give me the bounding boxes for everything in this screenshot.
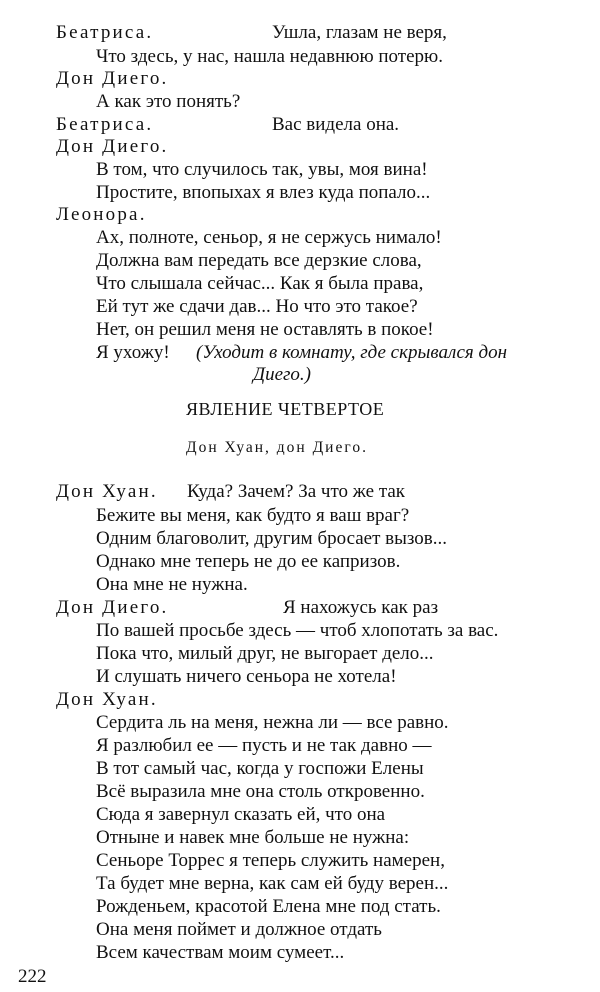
verse-line: Куда? Зачем? За что же так xyxy=(187,481,406,502)
verse-line: Ей тут же сдачи дав... Но что это такое? xyxy=(96,296,418,317)
verse-line: Сеньоре Торрес я теперь служить намерен, xyxy=(96,850,445,871)
verse-line: Она меня поймет и должное отдать xyxy=(96,919,382,940)
verse-line: В том, что случилось так, увы, моя вина! xyxy=(96,159,428,180)
verse-line: Что здесь, у нас, нашла недавнюю потерю. xyxy=(96,46,443,67)
page-number: 222 xyxy=(18,966,47,987)
verse-line: Всем качествам моим сумеет... xyxy=(96,942,345,963)
verse-line: Я разлюбил ее — пусть и не так давно — xyxy=(96,735,432,756)
verse-line: Отныне и навек мне больше не нужна: xyxy=(96,827,410,848)
verse-line: А как это понять? xyxy=(96,91,241,112)
verse-line: Вас видела она. xyxy=(272,114,400,135)
speaker-don-juan: Дон Хуан. xyxy=(56,481,158,502)
speaker-beatrice: Беатриса. xyxy=(56,114,154,135)
verse-line: Одним благоволит, другим бросает вызов... xyxy=(96,528,448,549)
verse-line: Я ухожу! xyxy=(96,342,170,363)
verse-line: Я нахожусь как раз xyxy=(283,597,439,618)
verse-line: Простите, впопыхах я влез куда попало... xyxy=(96,182,431,203)
verse-line: Ах, полноте, сеньор, я не сержусь нимало! xyxy=(96,227,442,248)
verse-line: Ушла, глазам не веря, xyxy=(272,22,447,43)
verse-line: И слушать ничего сеньора не хотела! xyxy=(96,666,397,687)
speaker-don-diego: Дон Диего. xyxy=(56,68,169,89)
speaker-don-diego: Дон Диего. xyxy=(56,136,169,157)
verse-line: Пока что, милый друг, не выгорает дело... xyxy=(96,643,434,664)
verse-line: Рожденьем, красотой Елена мне под стать. xyxy=(96,896,441,917)
verse-line: Сердита ль на меня, нежна ли — все равно. xyxy=(96,712,449,733)
speaker-leonora: Леонора. xyxy=(56,204,147,225)
scene-heading: ЯВЛЕНИЕ ЧЕТВЕРТОЕ xyxy=(186,399,385,419)
stage-direction: (Уходит в комнату, где скрывался дон xyxy=(196,342,508,363)
verse-line: Бежите вы меня, как будто я ваш враг? xyxy=(96,505,410,526)
verse-line: По вашей просьбе здесь — чтоб хлопотать за вас. xyxy=(96,620,499,641)
verse-line: Она мне не нужна. xyxy=(96,574,248,595)
scene-cast: Дон Хуан, дон Диего. xyxy=(186,439,368,456)
verse-line: В тот самый час, когда у госпожи Елены xyxy=(96,758,424,779)
verse-line: Однако мне теперь не до ее капризов. xyxy=(96,551,401,572)
verse-line: Должна вам передать все дерзкие слова, xyxy=(96,250,422,271)
stage-direction: Диего.) xyxy=(253,364,312,385)
speaker-don-juan: Дон Хуан. xyxy=(56,689,158,710)
verse-line: Та будет мне верна, как сам ей буду верен... xyxy=(96,873,449,894)
verse-line: Всё выразила мне она столь откровенно. xyxy=(96,781,425,802)
verse-line: Нет, он решил меня не оставлять в покое! xyxy=(96,319,434,340)
verse-line: Что слышала сейчас... Как я была права, xyxy=(96,273,424,294)
speaker-beatrice: Беатриса. xyxy=(56,22,154,43)
speaker-don-diego: Дон Диего. xyxy=(56,597,169,618)
verse-line: Сюда я завернул сказать ей, что она xyxy=(96,804,386,825)
